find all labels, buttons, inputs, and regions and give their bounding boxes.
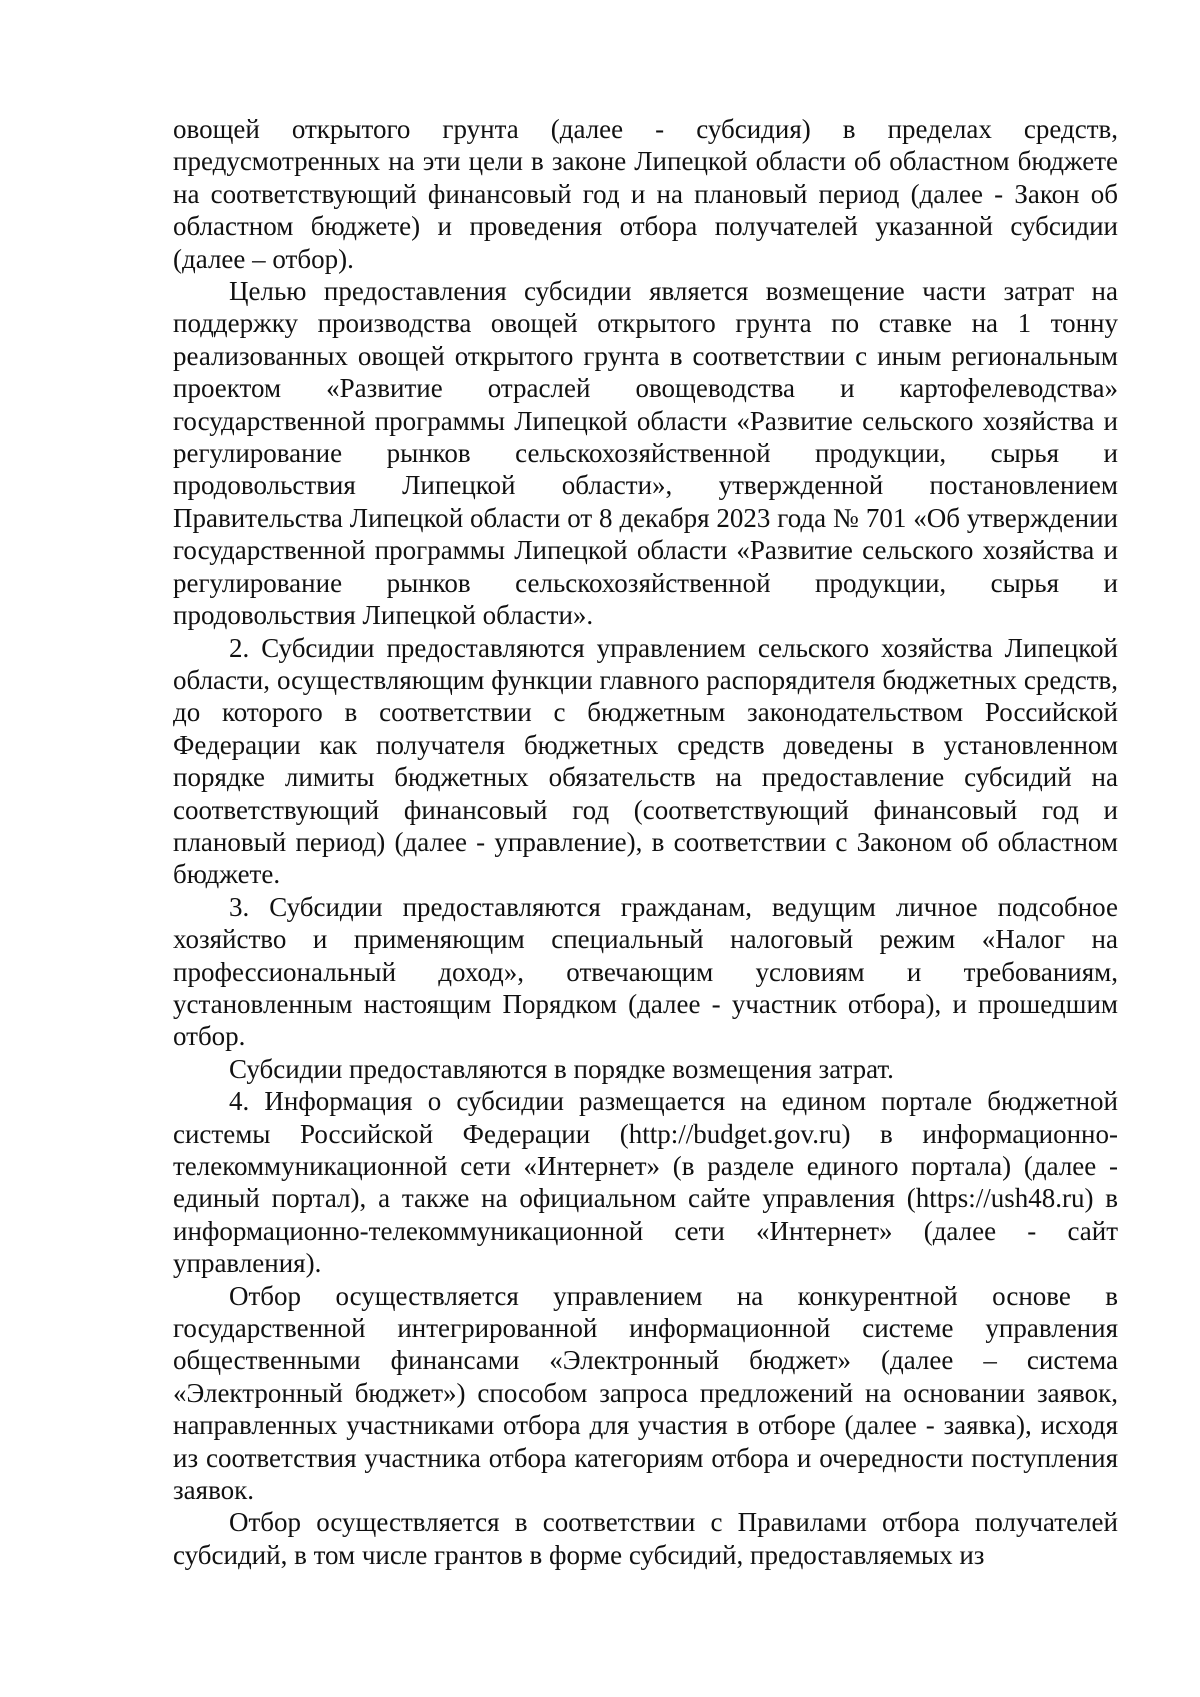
paragraph-continuation: овощей открытого грунта (далее - субсидия) в пределах средств, предусмотренных на эти цели в законе Липецкой области об областном бюджете на соответствующий финансовый год и на плановый период (далее - Закон об областном бюджете) и проведения отбора получателей указанной субсидии (далее – отбор). <box>173 114 1118 274</box>
paragraph-item-2: 2. Субсидии предоставляются управлением сельского хозяйства Липецкой области, осуществляющим функции главного распорядителя бюджетных средств, до которого в соответствии с бюджетным законодательством Российской Федерации как получателя бюджетных средств доведены в установленном порядке лимиты бюджетных обязательств на предоставление субсидий на соответствующий финансовый год (соответствующий финансовый год и плановый период) (далее - управление), в соответствии с Законом об областном бюджете. <box>173 632 1118 890</box>
document-page <box>173 113 1118 1571</box>
paragraph-subsidy-purpose: Целью предоставления субсидии является возмещение части затрат на поддержку производства овощей открытого грунта по ставке на 1 тонну реализованных овощей открытого грунта в соответствии с иным региональным проектом «Развитие отраслей овощеводства и картофелеводства» государственной программы Липецкой области «Развитие сельского хозяйства и регулирование рынков сельскохозяйственной продукции, сырья и продовольствия Липецкой области», утвержденной постановлением Правительства Липецкой области от 8 декабря 2023 года № 701 «Об утверждении государственной программы Липецкой области «Развитие сельского хозяйства и регулирование рынков сельскохозяйственной продукции, сырья и продовольствия Липецкой области». <box>173 276 1118 631</box>
paragraph-reimbursement: Субсидии предоставляются в порядке возмещения затрат. <box>229 1053 894 1084</box>
paragraph-selection-rules: Отбор осуществляется в соответствии с Правилами отбора получателей субсидий, в том числе грантов в форме субсидий, предоставляемых из <box>173 1507 1118 1570</box>
paragraph-item-3: 3. Субсидии предоставляются гражданам, ведущим личное подсобное хозяйство и применяющим специальный налоговый режим «Налог на профессиональный доход», отвечающим условиям и требованиям, установленным настоящим Порядком (далее - участник отбора), и прошедшим отбор. <box>173 891 1118 1052</box>
paragraph-item-4: 4. Информация о субсидии размещается на едином портале бюджетной системы Российской Федерации (http://budget.gov.ru) в информационно-телекоммуникационной сети «Интернет» (в разделе единого портала) (далее - единый портал), а также на официальном сайте управления (https://ush48.ru) в информационно-телекоммуникационной сети «Интернет» (далее - сайт управления). <box>173 1086 1118 1279</box>
paragraph-selection-procedure: Отбор осуществляется управлением на конкурентной основе в государственной интегрированной информационной системе управления общественными финансами «Электронный бюджет» (далее – система «Электронный бюджет») способом запроса предложений на основании заявок, направленных участниками отбора для участия в отборе (далее - заявка), исходя из соответствия участника отбора категориям отбора и очередности поступления заявок. <box>173 1280 1118 1506</box>
